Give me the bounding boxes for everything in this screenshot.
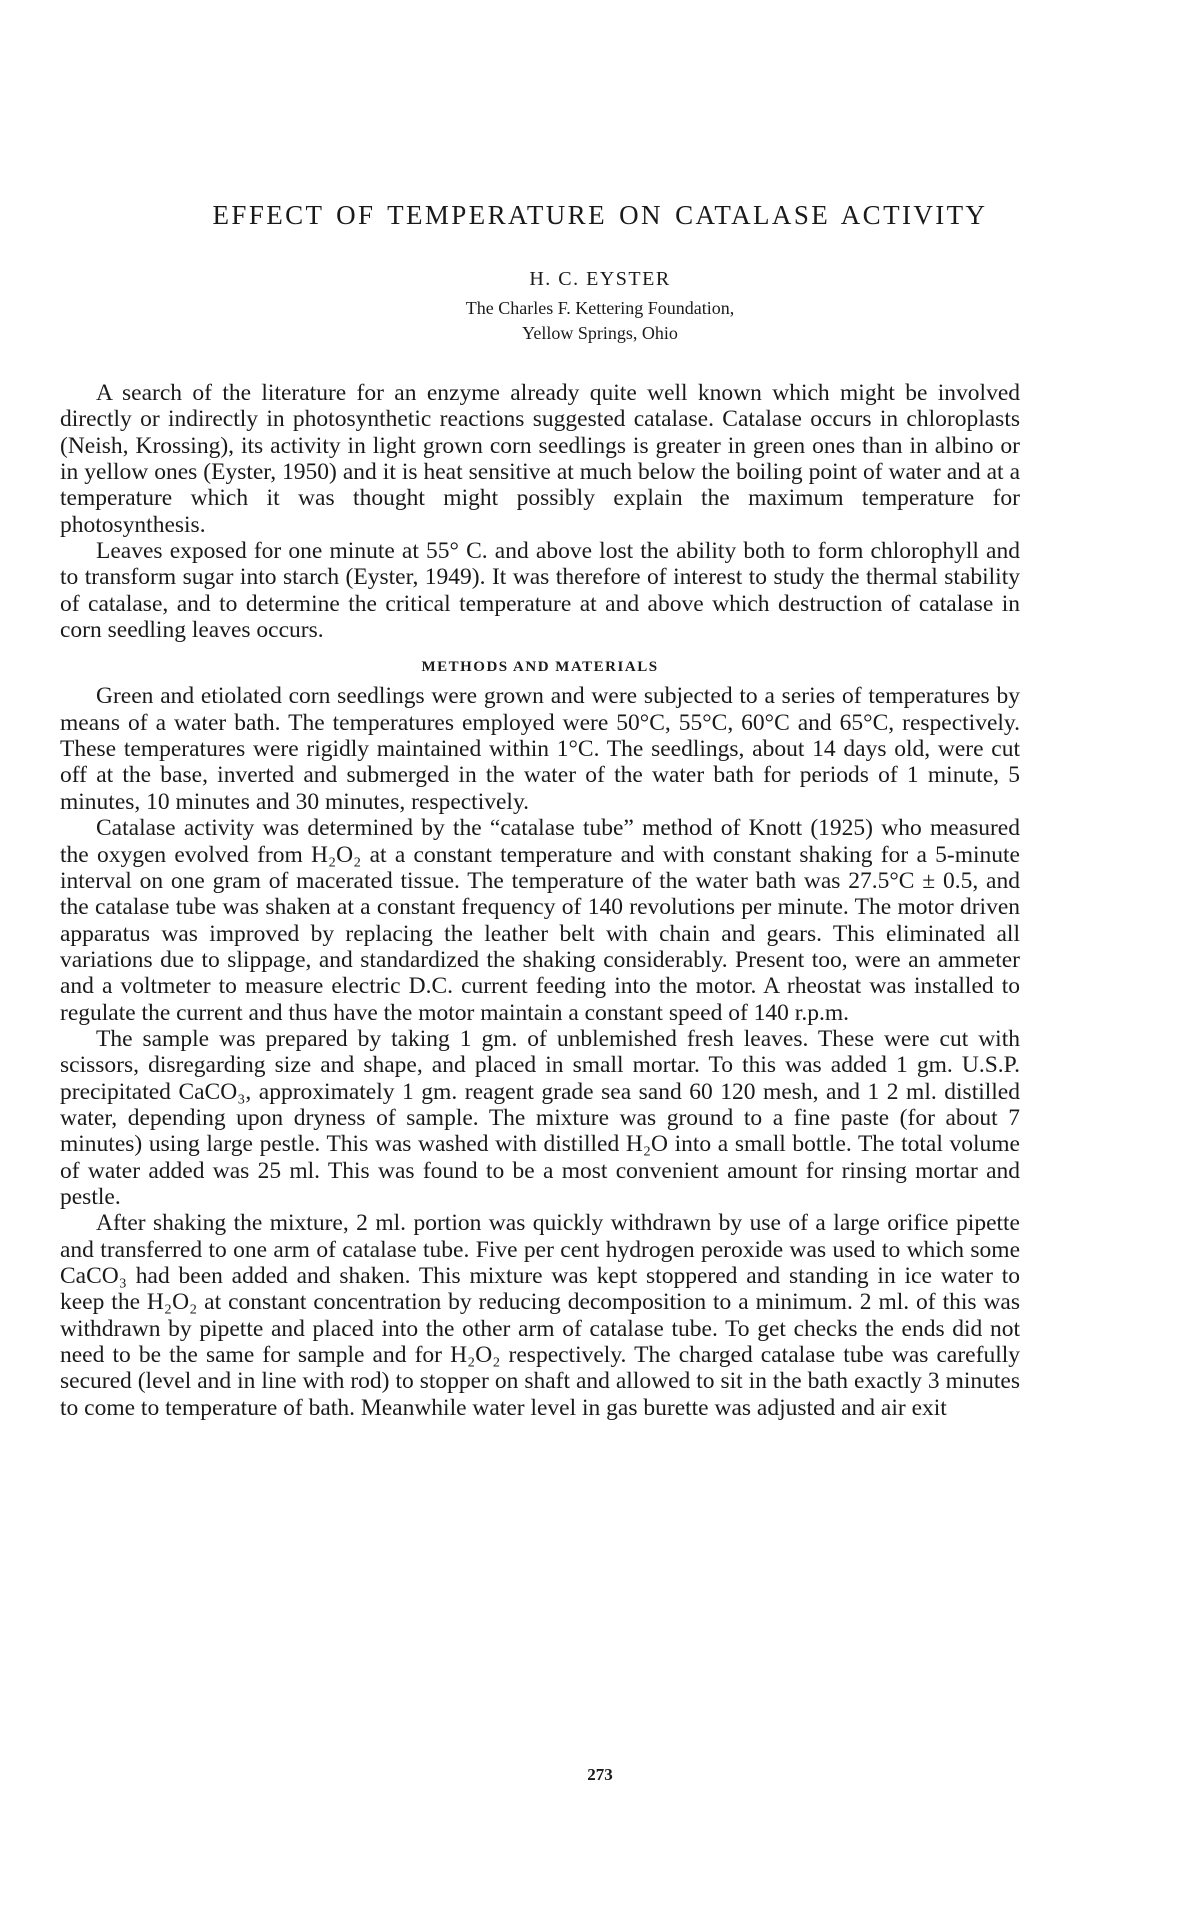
article-title: EFFECT OF TEMPERATURE ON CATALASE ACTIVITY [212,200,988,230]
intro-paragraph-2: Leaves exposed for one minute at 55° C. and above lost the ability both to form chlorophyll and to transform sugar into starch (Eyster, 1949). It was therefore of interest to study the thermal stability of catalase, and to determine the critical temperature at and above which destruction of catalase in corn seedling leaves occurs. [60,538,1020,644]
affiliation-line-1: The Charles F. Kettering Foundation, [465,298,735,318]
methods-paragraph-3: The sample was prepared by taking 1 gm. of unblemished fresh leaves. These were cut with scissors, disregarding size and shape, and placed in small mortar. To this was added 1 gm. U.S.P. precipitated CaCO₃, approximately 1 gm. reagent grade sea sand 60 120 mesh, and 1 2 ml. distilled water, depending upon dryness of sample. The mixture was ground to a fine paste (for about 7 minutes) using large pestle. This was washed with distilled H₂O into a small bottle. The total volume of water added was 25 ml. This was found to be a most convenient amount for rinsing mortar and pestle. [60,1025,1020,1210]
page-number: 273 [587,1765,613,1784]
methods-paragraph-4: After shaking the mixture, 2 ml. portion was quickly withdrawn by use of a large orifice pipette and transferred to one arm of catalase tube. Five per cent hydrogen peroxide was used to which some CaCO₃ had been added and shaken. This mixture was kept stoppered and standing in ice water to keep the H₂O₂ at constant concentration by reducing decomposition to a minimum. 2 ml. of this was withdrawn by pipette and placed into the other arm of catalase tube. To get checks the ends did not need to be the same for sample and for H₂O₂ respectively. The charged catalase tube was carefully secured (level and in line with rod) to stopper on shaft and allowed to sit in the bath exactly 3 minutes to come to temperature of bath. Meanwhile water level in gas burette was adjusted and air exit [60,1210,1020,1421]
methods-paragraph-2: Catalase activity was determined by the “catalase tube” method of Knott (1925) who measured the oxygen evolved from H₂O₂ at a constant temperature and with constant shaking for a 5-minute interval on one gram of macerated tissue. The temperature of the water bath was 27.5°C ± 0.5, and the catalase tube was shaken at a constant frequency of 140 revolutions per minute. The motor driven apparatus was improved by replacing the leather belt with chain and gears. This eliminated all variations due to slippage, and standardized the shaking considerably. Present too, were an ammeter and a voltmeter to measure electric D.C. current feeding into the motor. A rheostat was installed to regulate the current and thus have the motor maintain a constant speed of 140 r.p.m. [60,815,1020,1026]
methods-paragraph-1: Green and etiolated corn seedlings were grown and were subjected to a series of temperatures by means of a water bath. The temperatures employed were 50°C, 55°C, 60°C and 65°C, respectively. These temperatures were rigidly maintained within 1°C. The seedlings, about 14 days old, were cut off at the base, inverted and submerged in the water of the water bath for periods of 1 minute, 5 minutes, 10 minutes and 30 minutes, respectively. [60,683,1020,815]
article-author: H. C. EYSTER [529,268,671,290]
intro-paragraph-1: A search of the literature for an enzyme already quite well known which might be involved directly or indirectly in photosynthetic reactions suggested catalase. Catalase occurs in chloroplasts (Neish, Krossing), its activity in light grown corn seedlings is greater in green ones than in albino or in yellow ones (Eyster, 1950) and it is heat sensitive at much below the boiling point of water and at a temperature which it was thought might possibly explain the maximum temperature for photosynthesis. [60,380,1020,538]
section-heading-methods: METHODS AND MATERIALS [421,659,659,676]
article-body [60,380,1020,1421]
affiliation-line-2: Yellow Springs, Ohio [522,323,678,343]
